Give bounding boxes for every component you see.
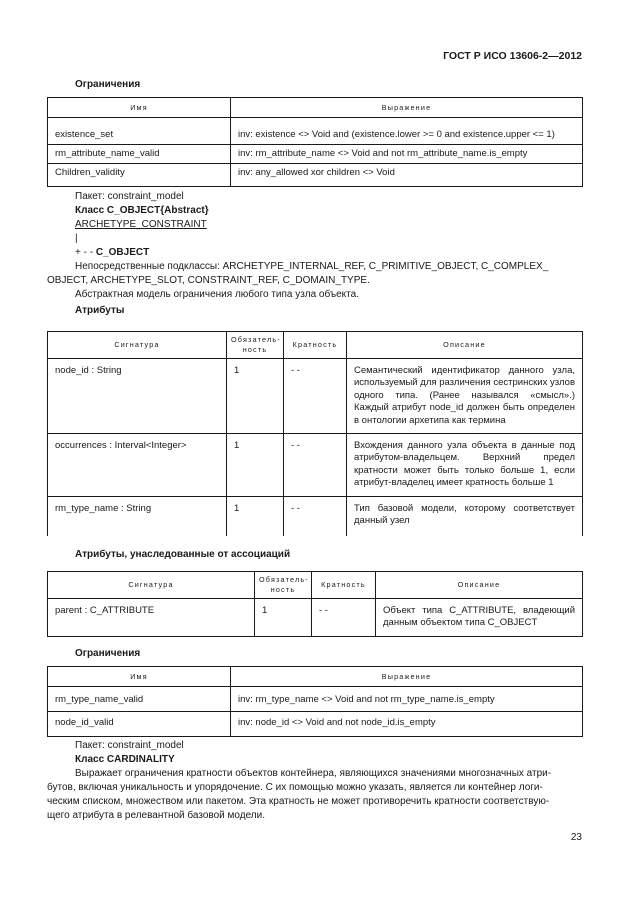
cell-name: Children_validity xyxy=(48,164,231,186)
inheritance-prefix: + - - xyxy=(75,247,96,258)
cell-cardinality: - - xyxy=(284,496,347,536)
column-header-expression: Выражение xyxy=(231,667,583,687)
column-header-description: Описание xyxy=(347,332,583,359)
table-row xyxy=(48,164,583,186)
class-title-2: Класс CARDINALITY xyxy=(75,754,175,765)
document-header: ГОСТ Р ИСО 13606-2—2012 xyxy=(443,50,582,62)
cell-signature: node_id : String xyxy=(48,359,227,434)
class-text-line-1: Выражает ограничения кратности объектов контейнера, являющихся значениями многозначных атри- xyxy=(75,768,552,779)
column-header-name: Имя xyxy=(48,98,231,118)
table-row xyxy=(48,496,583,536)
class-text-line-2: бутов, включая уникальность и упорядочение. С их помощью можно указать, является ли контейнер логи- xyxy=(47,782,543,793)
column-header-name: Имя xyxy=(48,667,231,687)
cell-description: Вхождения данного узла объекта в данные под атрибутом-владельцем. Верхний предел кратности может быть только больше 1, если атрибут-владелец имеет кратность больше 1 xyxy=(347,434,583,497)
column-header-signature: Сигнатура xyxy=(48,332,227,359)
package-label: Пакет: constraint_model xyxy=(75,191,184,202)
cell-name: rm_attribute_name_valid xyxy=(48,144,231,163)
inheritance-line xyxy=(75,246,149,260)
inheritance-pipe: | xyxy=(75,233,78,244)
inherited-table xyxy=(47,571,583,637)
class-title: Класс C_OBJECT{Abstract} xyxy=(75,205,209,216)
cell-expression: inv: rm_type_name <> Void and not rm_type_name.is_empty xyxy=(231,691,583,712)
cell-cardinality: - - xyxy=(284,359,347,434)
cell-signature: parent : C_ATTRIBUTE xyxy=(48,599,255,637)
cell-signature: rm_type_name : String xyxy=(48,496,227,536)
cell-cardinality: - - xyxy=(312,599,376,637)
constraints-table-2 xyxy=(47,666,583,737)
class-description: Абстрактная модель ограничения любого типа узла объекта. xyxy=(75,289,359,300)
column-header-signature: Сигнатура xyxy=(48,572,255,599)
cell-obligation: 1 xyxy=(227,359,284,434)
table-row xyxy=(48,126,583,145)
cell-description: Семантический идентификатор данного узла, используемый для различения сестринских узлов одного типа. (Ранее назывался «смысл».) Каждый атрибут node_id должен быть определен в онтологии архетипа как термина xyxy=(347,359,583,434)
cell-description: Тип базовой модели, которому соответствует данный узел xyxy=(347,496,583,536)
cell-name: rm_type_name_valid xyxy=(48,691,231,712)
column-header-description: Описание xyxy=(376,572,583,599)
constraints-table xyxy=(47,97,583,187)
cell-description: Объект типа C_ATTRIBUTE, владеющий данным объектом типа C_OBJECT xyxy=(376,599,583,637)
cell-obligation: 1 xyxy=(227,496,284,536)
attributes-table xyxy=(47,331,583,536)
class-text-line-4: щего атрибута в релевантной базовой модели. xyxy=(47,810,266,821)
page-number: 23 xyxy=(570,832,582,843)
table-row xyxy=(48,359,583,434)
table-row xyxy=(48,691,583,712)
column-header-obligation: Обязатель-ность xyxy=(255,572,312,599)
inherited-title: Атрибуты, унаследованные от ассоциаций xyxy=(75,549,291,560)
column-header-expression: Выражение xyxy=(231,98,583,118)
parent-class: ARCHETYPE_CONSTRAINT xyxy=(75,219,207,230)
subclasses-line-2: OBJECT, ARCHETYPE_SLOT, CONSTRAINT_REF, C_DOMAIN_TYPE. xyxy=(47,275,370,286)
class-name: C_OBJECT xyxy=(95,247,150,258)
attributes-title: Атрибуты xyxy=(75,305,125,316)
table-row xyxy=(48,144,583,163)
column-header-obligation: Обязатель-ность xyxy=(227,332,284,359)
column-header-cardinality: Кратность xyxy=(284,332,347,359)
cell-expression: inv: rm_attribute_name <> Void and not rm_attribute_name.is_empty xyxy=(231,144,583,163)
cell-cardinality: - - xyxy=(284,434,347,497)
cell-name: existence_set xyxy=(48,126,231,145)
cell-expression: inv: node_id <> Void and not node_id.is_empty xyxy=(231,711,583,736)
cell-obligation: 1 xyxy=(255,599,312,637)
table-row xyxy=(48,599,583,637)
package-label-2: Пакет: constraint_model xyxy=(75,740,184,751)
cell-expression: inv: existence <> Void and (existence.lower >= 0 and existence.upper <= 1) xyxy=(231,126,583,145)
cell-name: node_id_valid xyxy=(48,711,231,736)
section-title-constraints-2: Ограничения xyxy=(75,648,141,659)
table-row xyxy=(48,434,583,497)
cell-expression: inv: any_allowed xor children <> Void xyxy=(231,164,583,186)
section-title-constraints: Ограничения xyxy=(75,79,141,90)
subclasses-line-1: Непосредственные подклассы: ARCHETYPE_INTERNAL_REF, C_PRIMITIVE_OBJECT, C_COMPLEX_ xyxy=(75,261,549,272)
table-row xyxy=(48,711,583,736)
class-text-line-3: ческим списком, множеством или пакетом. Эта кратность не может противоречить кратности соответствую- xyxy=(47,796,550,807)
cell-obligation: 1 xyxy=(227,434,284,497)
column-header-cardinality: Кратность xyxy=(312,572,376,599)
cell-signature: occurrences : Interval<Integer> xyxy=(48,434,227,497)
